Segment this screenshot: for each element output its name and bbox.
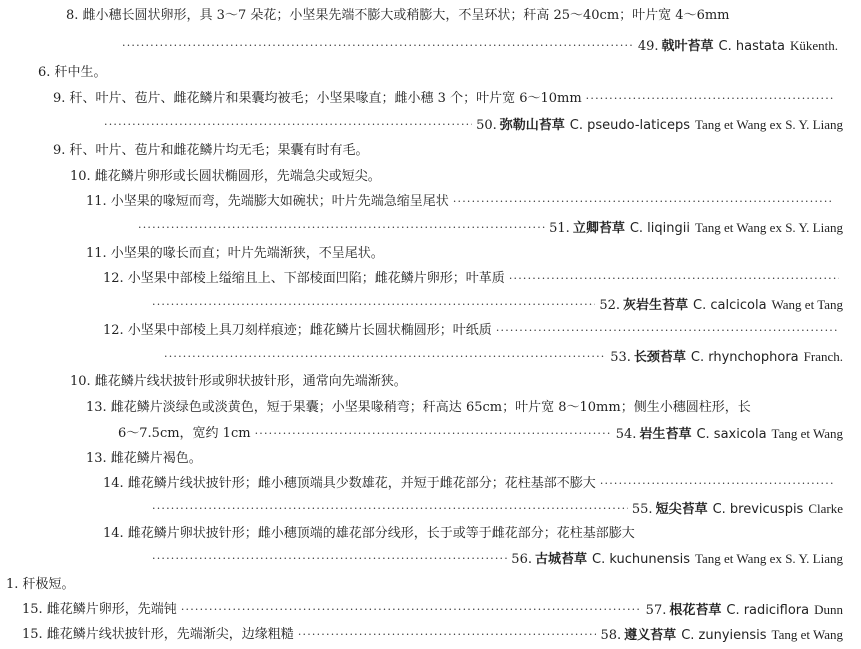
key-couplet-11a [86, 191, 838, 213]
species-number: 53. [610, 349, 631, 365]
key-result-58 [22, 624, 843, 646]
key-couplet-12a [103, 268, 843, 290]
dot-leader [453, 191, 834, 213]
key-couplet-13a [86, 397, 751, 419]
species-chinese-name: 古城苔草 [534, 551, 587, 567]
dot-leader [509, 268, 839, 290]
key-couplet-11b [86, 243, 384, 265]
couplet-text: 14. 雌花鳞片卵状披针形；雌小穗顶端的雄花部分线形，长于或等于雌花部分；花柱基部膨大 [103, 526, 635, 541]
species-latin-name: C. calcicola [693, 297, 767, 313]
species-latin-name: C. radiciflora [726, 602, 810, 618]
couplet-text: 1. 秆极短。 [6, 577, 75, 592]
couplet-text: 9. 秆、叶片、苞片、雌花鳞片和果囊均被毛；小坚果喙直；雌小穗 3 个；叶片宽 6～10mm [53, 91, 582, 106]
key-couplet-10b [70, 371, 407, 393]
species-chinese-name: 短尖苔草 [655, 501, 708, 517]
couplet-text: 14. 雌花鳞片线状披针形；雌小穗顶端具少数雄花，并短于雌花部分；花柱基部不膨大 [103, 476, 596, 491]
species-latin-name: C. zunyiensis [681, 627, 767, 643]
species-number: 55. [631, 501, 653, 517]
couplet-text: 8. 雌小穗长圆状卵形，具 3～7 朵花；小坚果先端不膨大或稍膨大，不呈环状；秆高 25～40cm；叶片宽 4～6mm [66, 8, 730, 23]
key-result-54 [118, 423, 843, 445]
key-couplet-1b [6, 574, 75, 596]
key-couplet-9a [53, 88, 838, 110]
key-result-53 [160, 346, 843, 368]
species-author: Tang et Wang [771, 626, 843, 642]
dot-leader [600, 473, 834, 495]
couplet-text: 12. 小坚果中部棱上缢缩且上、下部棱面凹陷；雌花鳞片卵形；叶革质 [103, 271, 505, 286]
key-result-57 [22, 599, 843, 621]
species-author: Tang et Wang ex S. Y. Liang [694, 550, 843, 566]
key-result-52 [148, 294, 843, 316]
couplet-text: 10. 雌花鳞片线状披针形或卵状披针形，通常向先端渐狭。 [70, 374, 407, 389]
couplet-text: 11. 小坚果的喙短而弯，先端膨大如碗状；叶片先端急缩呈尾状 [86, 194, 449, 209]
couplet-text: 6. 秆中生。 [38, 65, 107, 80]
key-couplet-14a [103, 473, 838, 495]
species-author: Wang et Tang [771, 296, 843, 312]
species-chinese-name: 岩生苔草 [639, 426, 692, 442]
dot-leader [181, 599, 642, 621]
species-number: 56. [511, 551, 532, 567]
couplet-text: 13. 雌花鳞片淡绿色或淡黄色，短于果囊；小坚果喙稍弯；秆高达 65cm；叶片宽 8～10mm；侧生小穗圆柱形，长 [86, 400, 751, 415]
species-author: Clarke [808, 500, 843, 516]
species-number: 57. [645, 602, 667, 618]
species-latin-name: C. pseudo-laticeps [569, 117, 690, 133]
species-name [638, 35, 838, 58]
species-author: Kükenth. [789, 37, 838, 53]
dot-leader [255, 423, 612, 445]
species-author: Tang et Wang ex S. Y. Liang [694, 219, 843, 235]
species-number: 58. [600, 627, 622, 643]
couplet-text: 15. 雌花鳞片线状披针形，先端渐尖，边缘粗糙 [22, 627, 294, 642]
key-result-51 [134, 217, 843, 239]
species-number: 54. [615, 426, 637, 442]
dot-leader [104, 114, 472, 136]
species-latin-name: C. brevicuspis [712, 501, 804, 517]
key-couplet-10a [70, 166, 381, 188]
dot-leader [138, 217, 545, 239]
dot-leader [152, 548, 507, 570]
species-author: Tang et Wang [771, 425, 843, 441]
key-couplet-9b [53, 140, 369, 162]
key-couplet-8a [66, 5, 730, 27]
dot-leader [122, 35, 634, 57]
species-name [476, 114, 843, 137]
species-number: 51. [549, 220, 570, 236]
key-couplet-14b [103, 523, 635, 545]
species-name [610, 346, 843, 369]
dot-leader [152, 498, 628, 520]
species-number: 49. [637, 38, 659, 54]
species-chinese-name: 戟叶苔草 [661, 38, 714, 54]
dot-leader [496, 320, 839, 342]
species-chinese-name: 弥勒山苔草 [499, 117, 565, 133]
species-chinese-name: 根花苔草 [669, 602, 722, 618]
couplet-text: 15. 雌花鳞片卵形，先端钝 [22, 602, 177, 617]
species-name [616, 423, 843, 446]
species-author: Tang et Wang ex S. Y. Liang [694, 116, 843, 132]
species-author: Dunn [814, 601, 843, 617]
couplet-text: 9. 秆、叶片、苞片和雌花鳞片均无毛；果囊有时有毛。 [53, 143, 369, 158]
key-result-55 [148, 498, 843, 520]
key-result-56 [148, 548, 843, 570]
key-couplet-13b [86, 448, 202, 470]
key-couplet-12b [103, 320, 843, 342]
species-latin-name: C. hastata [718, 38, 785, 54]
species-latin-name: C. saxicola [696, 426, 767, 442]
key-couplet-6b [38, 62, 107, 84]
key-result-50 [100, 114, 843, 136]
species-number: 52. [599, 297, 621, 313]
species-name [646, 599, 843, 622]
species-name [549, 217, 843, 240]
species-name [632, 498, 843, 521]
dot-leader [298, 624, 597, 646]
species-chinese-name: 长颈苔草 [633, 349, 686, 365]
species-number: 50. [476, 117, 497, 133]
couplet-text: 10. 雌花鳞片卵形或长圆状椭圆形，先端急尖或短尖。 [70, 169, 381, 184]
species-author: Franch. [803, 348, 843, 364]
species-name [599, 294, 843, 317]
couplet-text: 13. 雌花鳞片褐色。 [86, 451, 202, 466]
species-name [511, 548, 843, 571]
species-latin-name: C. liqingii [629, 220, 690, 236]
species-chinese-name: 遵义苔草 [624, 627, 677, 643]
couplet-text: 11. 小坚果的喙长而直；叶片先端渐狭，不呈尾状。 [86, 246, 384, 261]
species-name [600, 624, 843, 647]
dot-leader [152, 294, 595, 316]
dot-leader [586, 88, 834, 110]
species-latin-name: C. kuchunensis [592, 551, 690, 567]
dot-leader [164, 346, 606, 368]
species-latin-name: C. rhynchophora [690, 349, 799, 365]
species-chinese-name: 立卿苔草 [572, 220, 625, 236]
couplet-text-continued: 6～7.5cm，宽约 1cm [118, 426, 251, 441]
key-result-49 [118, 35, 838, 57]
species-chinese-name: 灰岩生苔草 [623, 297, 689, 313]
couplet-text: 12. 小坚果中部棱上具刀刻样痕迹；雌花鳞片长圆状椭圆形；叶纸质 [103, 323, 492, 338]
